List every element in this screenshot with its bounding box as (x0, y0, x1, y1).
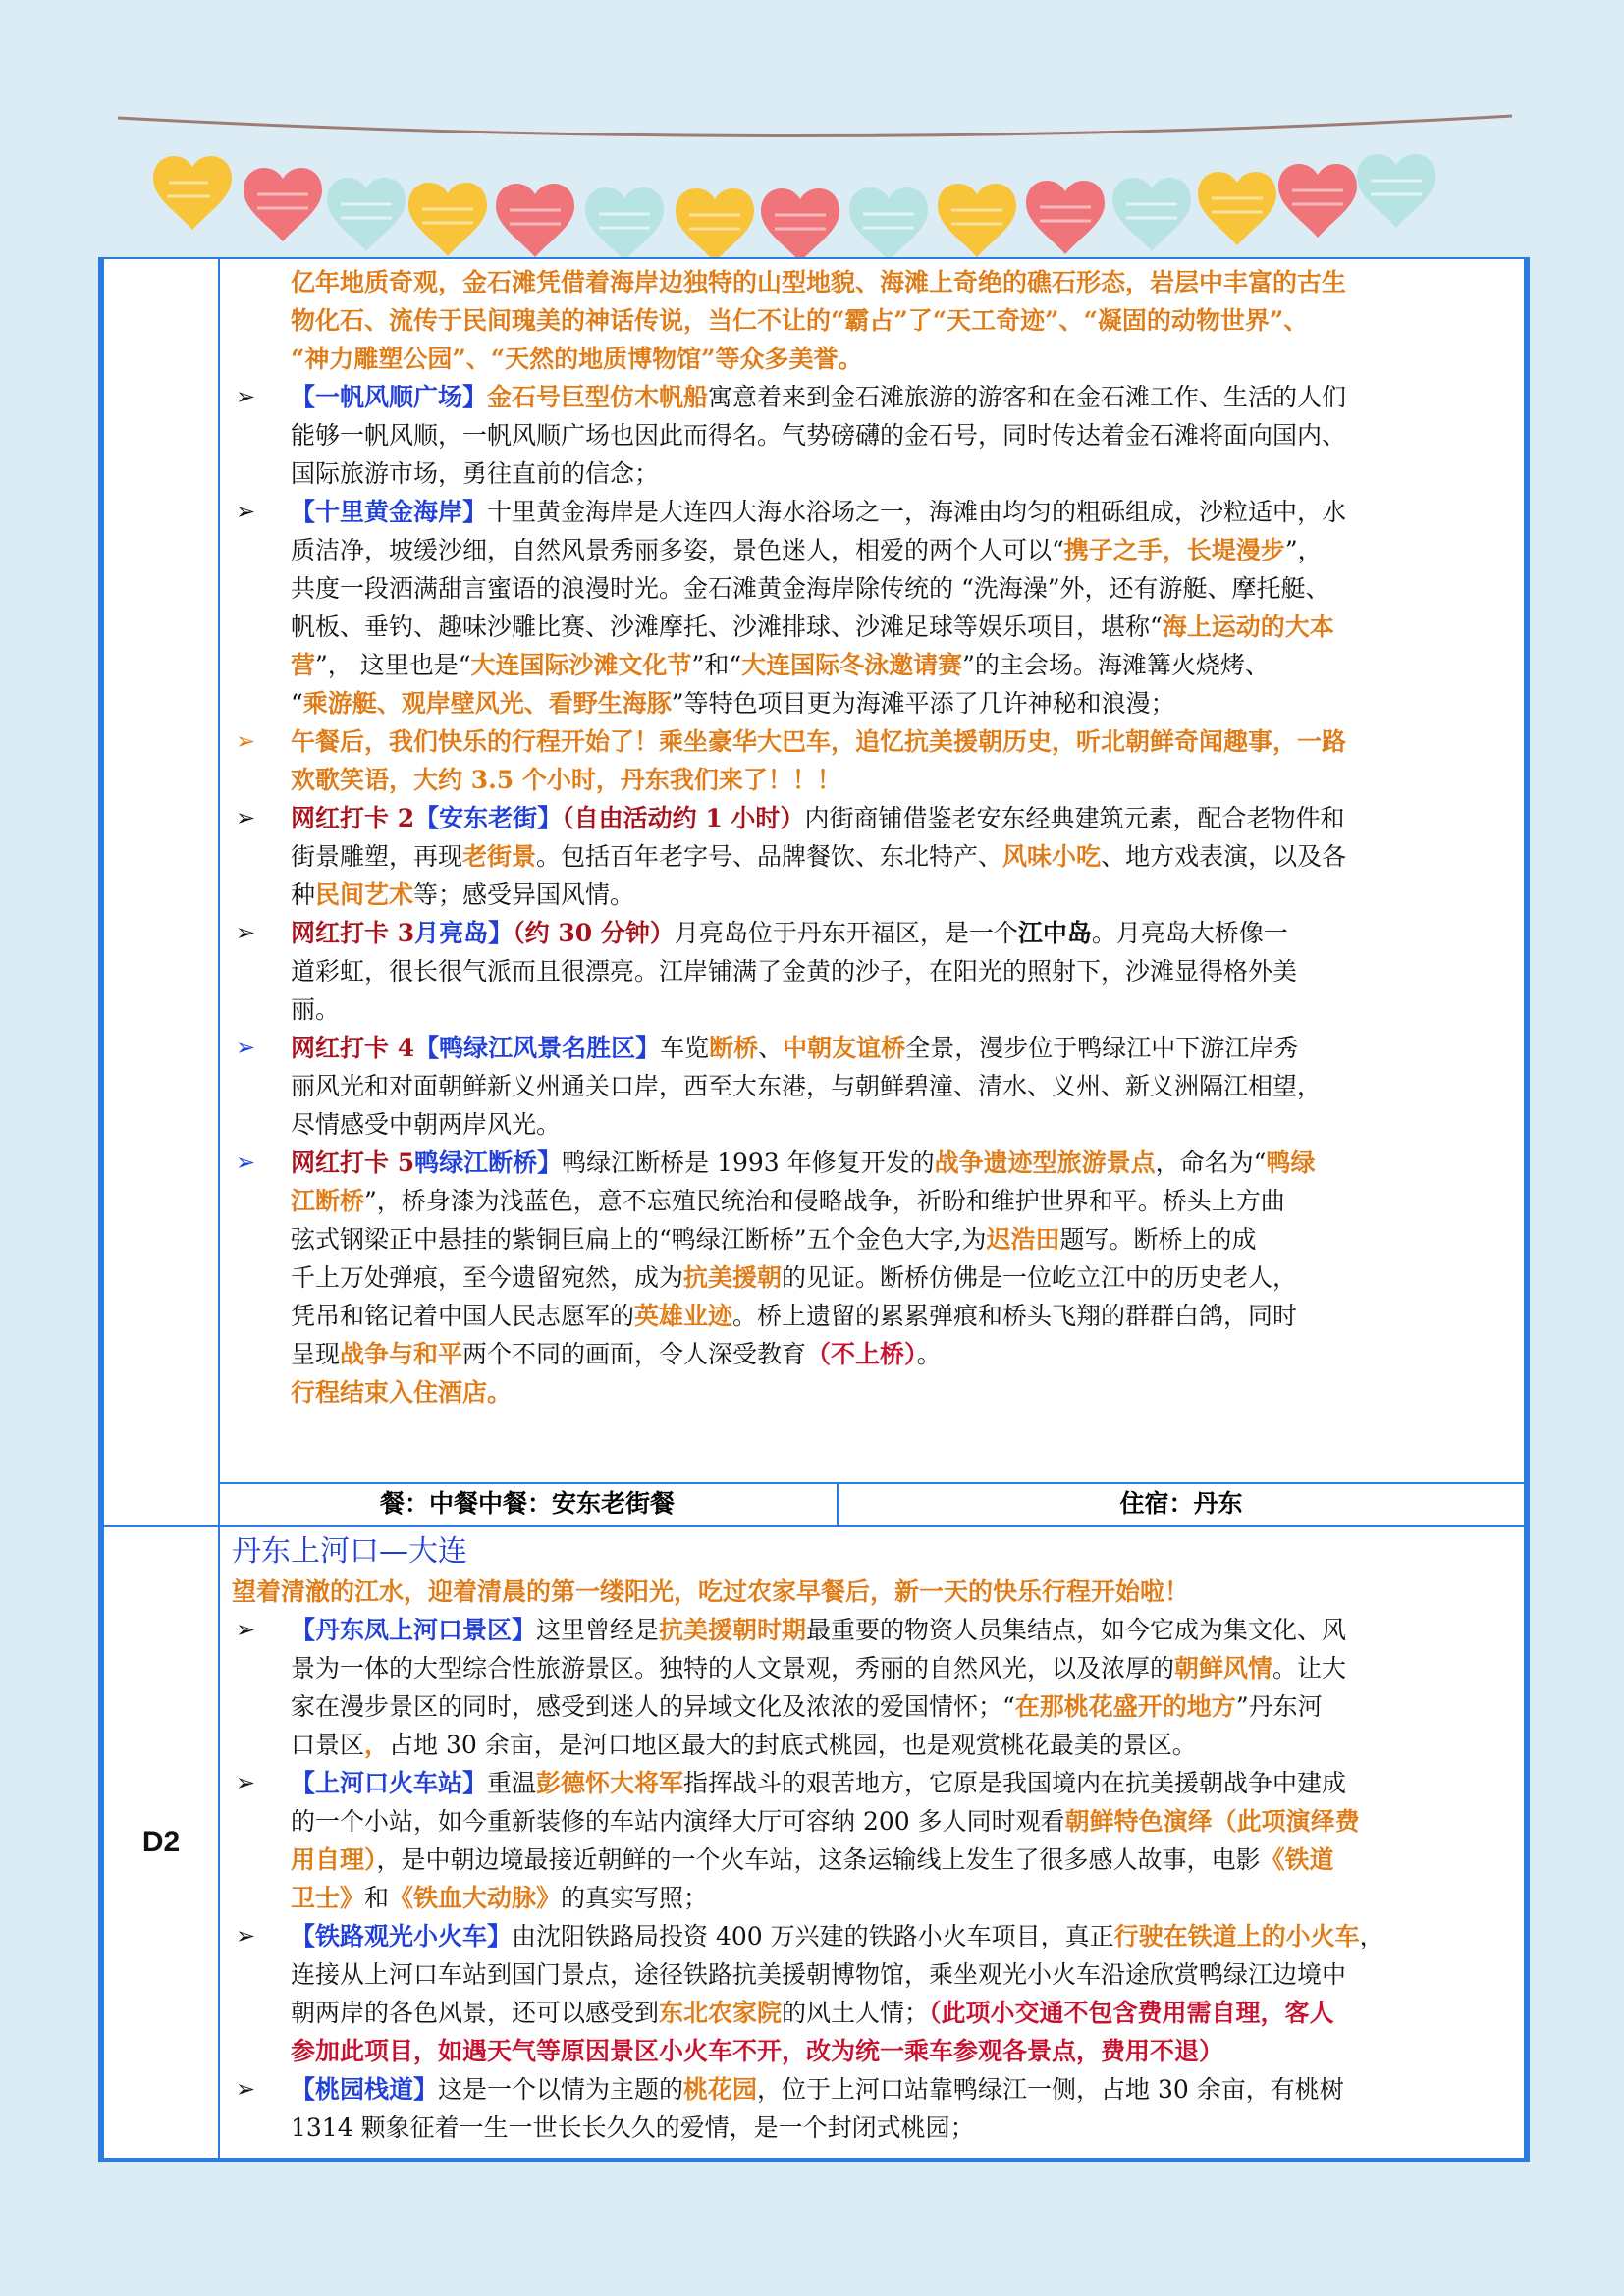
heart-icon (676, 188, 754, 262)
bullet-arrow-icon: ➢ (236, 919, 256, 946)
bullet-arrow-icon: ➢ (236, 2075, 256, 2103)
itinerary-table (98, 257, 1530, 2162)
list-item: ➢ 【铁路观光小火车】由沈阳铁路局投资 400 万兴建的铁路小火车项目，真正行驶在铁道上的小火车， 连接从上河口车站到国门景点，途径铁路抗美援朝博物馆，乘坐观光小火车沿途欣赏鸭绿江边境中 朝两岸的各色风景，还可以感受到东北农家院的风土人情；（此项小交通不包含费用需自理，客人 参加此项目，如遇天气等原因景区小火车不开，改为统一乘车参观各景点，费用不退） (232, 1917, 1518, 2070)
bullet-arrow-icon: ➢ (236, 804, 256, 831)
heart-icon (1112, 178, 1191, 251)
bullet-arrow-icon: ➢ (236, 1769, 256, 1796)
day2-title: 丹东上河口—大连 (232, 1534, 467, 1569)
closing-line: 行程结束入住酒店。 (291, 1378, 513, 1407)
list-item: ➢ 网红打卡 5鸭绿江断桥】鸭绿江断桥是 1993 年修复开发的战争遗迹型旅游景点，命名为“鸭绿 江断桥”，桥身漆为浅蓝色，意不忘殖民统治和侵略战争，祈盼和维护世界和平。桥头上方曲 弦式钢梁正中悬挂的紫铜巨扁上的“鸭绿江断桥”五个金色大字,为迟浩田题写。断桥上的成 千上万处弹痕，至今遗留宛然，成为抗美援朝的见证。断桥仿佛是一位屹立江中的历史老人， 凭吊和铭记着中国人民志愿军的英雄业迹。桥上遗留的累累弹痕和桥头飞翔的群群白鸽，同时 呈现战争与和平两个不同的画面，令人深受教育（不上桥）。 (232, 1144, 1518, 1373)
heart-icon (1278, 164, 1357, 238)
bullet-arrow-icon: ➢ (236, 383, 256, 410)
day2-content (232, 1531, 1518, 2147)
list-item: ➢ 网红打卡 4【鸭绿江风景名胜区】车览断桥、中朝友谊桥全景，漫步位于鸭绿江中下游江岸秀 丽风光和对面朝鲜新义州通关口岸，西至大东港，与朝鲜碧潼、清水、义州、新义洲隔江相望， 尽情感受中朝两岸风光。 (232, 1029, 1518, 1144)
list-item: ➢ 午餐后，我们快乐的行程开始了！乘坐豪华大巴车，追忆抗美援朝历史，听北朝鲜奇闻趣事，一路 欢歌笑语，大约 3.5 个小时，丹东我们来了！！！ (232, 722, 1518, 799)
heart-icon (1026, 181, 1105, 254)
heart-icon (153, 156, 232, 230)
bullet-arrow-icon: ➢ (236, 1922, 256, 1949)
list-item: ➢ 【桃园栈道】这是一个以情为主题的桃花园，位于上河口站靠鸭绿江一侧，占地 30 余亩，有桃树 1314 颗象征着一生一世长长久久的爱情，是一个封闭式桃园； (232, 2070, 1518, 2147)
intro-line: 亿年地质奇观，金石滩凭借着海岸边独特的山型地貌、海滩上奇绝的礁石形态，岩层中丰富的古生 (291, 268, 1347, 296)
bullet-arrow-icon: ➢ (236, 498, 256, 525)
heart-icon (849, 187, 928, 261)
bullet-arrow-icon: ➢ (236, 727, 256, 755)
column-divider (218, 259, 220, 2158)
heart-icon (244, 168, 322, 241)
meal-info: 餐：中餐中餐：安东老街餐 (379, 1489, 675, 1518)
meal-stay-row (218, 1484, 1524, 1523)
day-label: D2 (141, 1826, 181, 1858)
intro-line: “神力雕塑公园”、“天然的地质博物馆”等众多美誉。 (291, 345, 863, 373)
intro-line: 物化石、流传于民间瑰美的神话传说，当仁不让的“霸占”了“天工奇迹”、“凝固的动物世界”、 (291, 306, 1309, 335)
list-item: ➢ 【上河口火车站】重温彭德怀大将军指挥战斗的艰苦地方，它原是我国境内在抗美援朝战争中建成 的一个小站，如今重新装修的车站内演绎大厅可容纳 200 多人同时观看朝鲜特色演绎（此项演绎费 用自理），是中朝边境最接近朝鲜的一个火车站，这条运输线上发生了很多感人故事，电影《铁道 卫士》和《铁血大动脉》的真实写照； (232, 1764, 1518, 1917)
list-item: ➢ 【一帆风顺广场】金石号巨型仿木帆船寓意着来到金石滩旅游的游客和在金石滩工作、生活的人们 能够一帆风顺，一帆风顺广场也因此而得名。气势磅礴的金石号，同时传达着金石滩将面向国内、 国际旅游市场，勇往直前的信念； (232, 378, 1518, 493)
heart-icon (408, 183, 487, 256)
list-item: ➢ 【丹东凤上河口景区】这里曾经是抗美援朝时期最重要的物资人员集结点，如今它成为集文化、风 景为一体的大型综合性旅游景区。独特的人文景观，秀丽的自然风光，以及浓厚的朝鲜风情。让大 家在漫步景区的同时，感受到迷人的异域文化及浓浓的爱国情怀；“在那桃花盛开的地方”丹东河 口景区，占地 30 余亩，是河口地区最大的封底式桃园，也是观赏桃花最美的景区。 (232, 1611, 1518, 1764)
list-item: ➢ 网红打卡 3月亮岛】（约 30 分钟）月亮岛位于丹东开福区，是一个江中岛。月亮岛大桥像一 道彩虹，很长很气派而且很漂亮。江岸铺满了金黄的沙子，在阳光的照射下，沙滩显得格外美 丽。 (232, 914, 1518, 1029)
heart-icon (1198, 172, 1276, 245)
heart-icon (496, 184, 574, 257)
day1-content (232, 263, 1518, 1412)
heart-icon (761, 188, 839, 262)
stay-info: 住宿：丹东 (1119, 1489, 1243, 1518)
bullet-arrow-icon: ➢ (236, 1616, 256, 1643)
row-divider (104, 1525, 1524, 1527)
list-item: ➢ 【十里黄金海岸】十里黄金海岸是大连四大海水浴场之一，海滩由均匀的粗砾组成，沙粒适中，水 质洁净，坡缓沙细，自然风景秀丽多姿，景色迷人，相爱的两个人可以“携子之手，长堤漫步”， 共度一段洒满甜言蜜语的浪漫时光。金石滩黄金海岸除传统的 “洗海澡”外，还有游艇、摩托艇、 帆板、垂钓、趣味沙雕比赛、沙滩摩托、沙滩排球、沙滩足球等娱乐项目，堪称“海上运动的大本 营”， 这里也是“大连国际沙滩文化节”和“大连国际冬泳邀请赛”的主会场。海滩篝火烧烤、 “乘游艇、观岸壁风光、看野生海豚”等特色项目更为海滩平添了几许神秘和浪漫； (232, 493, 1518, 722)
heart-icon (585, 187, 664, 261)
heart-icon (938, 184, 1016, 257)
bullet-arrow-icon: ➢ (236, 1034, 256, 1061)
heart-garland-decoration (108, 98, 1522, 265)
heart-icon (327, 178, 406, 251)
list-item: ➢ 网红打卡 2【安东老街】（自由活动约 1 小时）内街商铺借鉴老安东经典建筑元素，配合老物件和 街景雕塑，再现老街景。包括百年老字号、品牌餐饮、东北特产、风味小吃、地方戏表演，以及各 种民间艺术等；感受异国风情。 (232, 799, 1518, 914)
bullet-arrow-icon: ➢ (236, 1148, 256, 1176)
heart-icon (1357, 154, 1435, 228)
day2-subtitle: 望着清澈的江水，迎着清晨的第一缕阳光，吃过农家早餐后，新一天的快乐行程开始啦！ (232, 1577, 1190, 1606)
